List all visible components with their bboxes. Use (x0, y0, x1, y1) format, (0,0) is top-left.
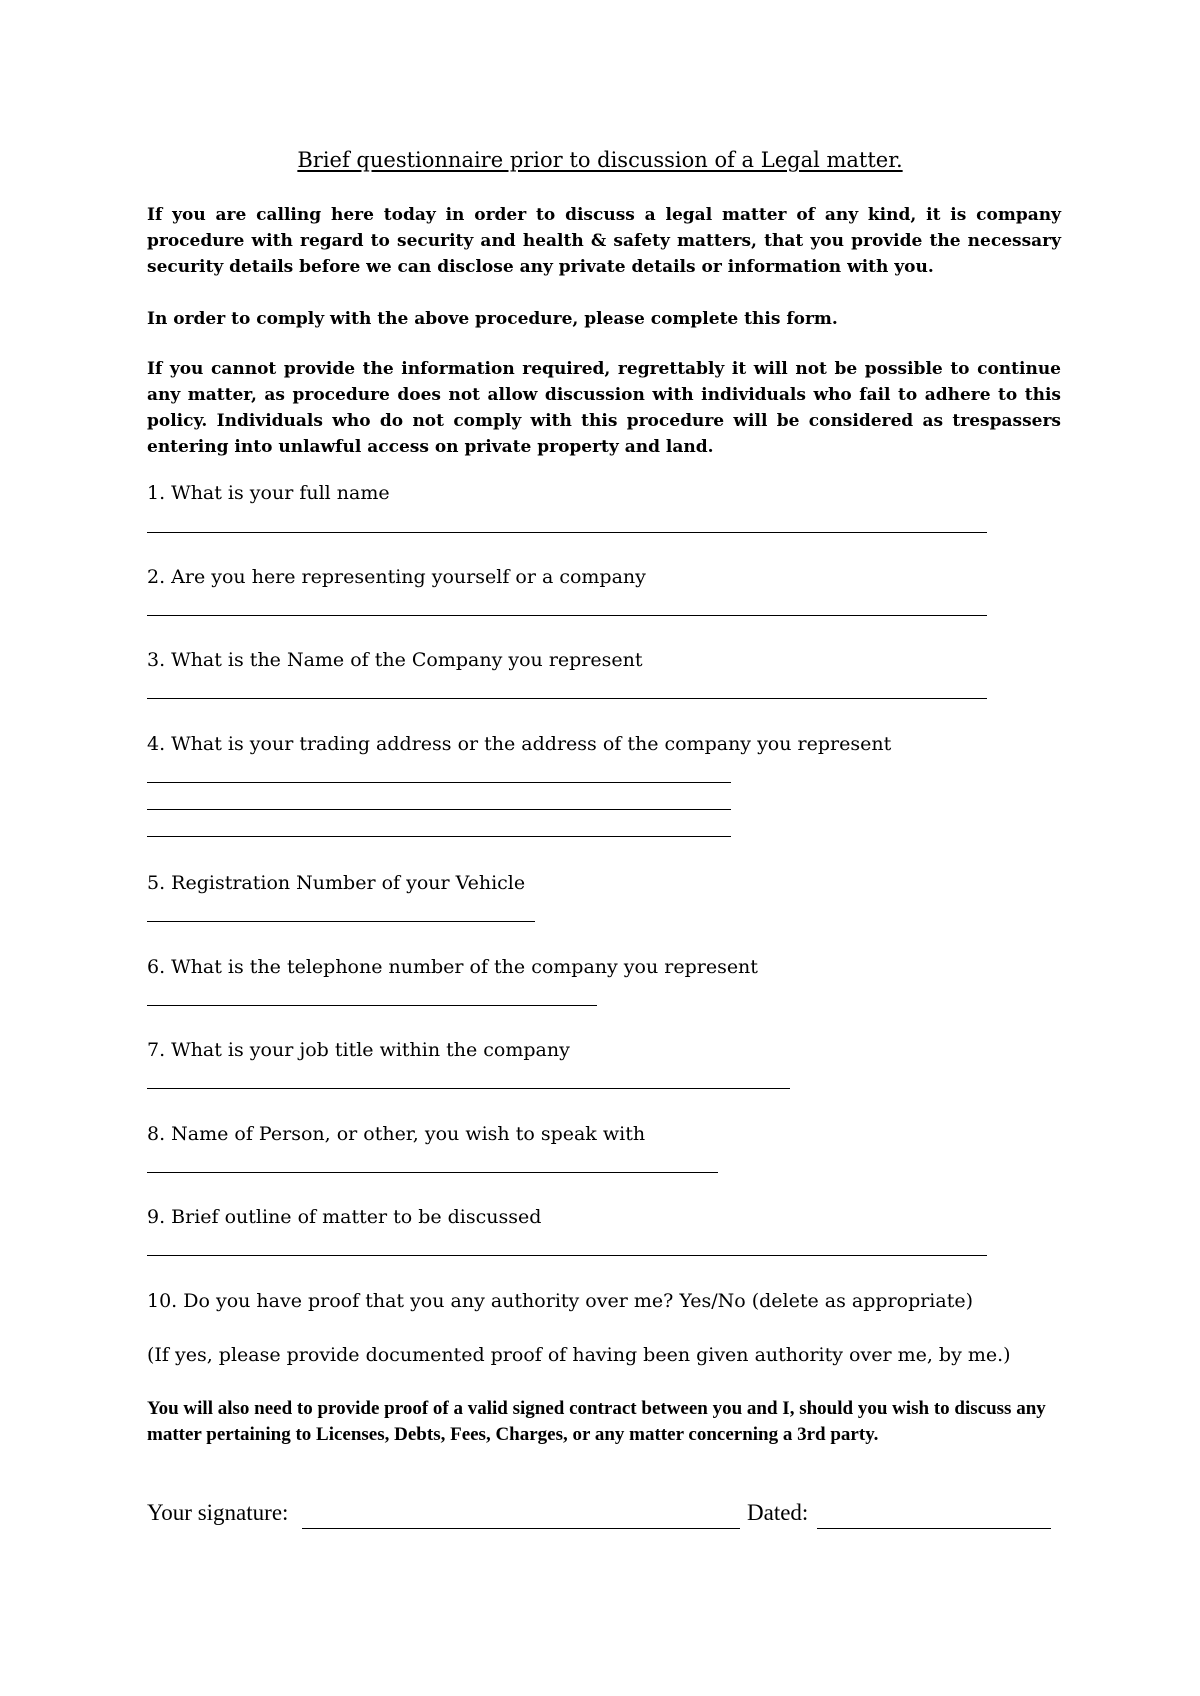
question-2-answer-line[interactable] (147, 615, 987, 616)
question-3-answer-line[interactable] (147, 698, 987, 699)
question-4-answer-line-3[interactable] (147, 836, 731, 837)
date-line[interactable] (817, 1528, 1051, 1529)
question-7-label: 7. What is your job title within the company (147, 1039, 570, 1061)
question-1-label: 1. What is your full name (147, 482, 390, 504)
question-7-answer-line[interactable] (147, 1088, 790, 1089)
dated-label: Dated: (747, 1500, 809, 1525)
page-title: Brief questionnaire prior to discussion of a Legal matter. (297, 148, 903, 172)
question-9-answer-line[interactable] (147, 1255, 987, 1256)
question-8-label: 8. Name of Person, or other, you wish to speak with (147, 1123, 646, 1145)
question-4-label: 4. What is your trading address or the address of the company you represent (147, 733, 892, 755)
question-8-answer-line[interactable] (147, 1172, 718, 1173)
intro-paragraph-1: If you are calling here today in order to discuss a legal matter of any kind, it is company procedure with regard to security and health & safety matters, that you provide the necessary security details before we can disclose any private details or information with you. (147, 205, 1061, 277)
question-9-label: 9. Brief outline of matter to be discussed (147, 1206, 542, 1228)
intro-paragraph-2: In order to comply with the above procedure, please complete this form. (147, 309, 838, 329)
question-5-answer-line[interactable] (147, 921, 535, 922)
question-10-label: 10. Do you have proof that you any authority over me? Yes/No (delete as appropriate) (147, 1290, 974, 1312)
question-1-answer-line[interactable] (147, 532, 987, 533)
question-5-label: 5. Registration Number of your Vehicle (147, 872, 526, 894)
question-6-answer-line[interactable] (147, 1005, 597, 1006)
intro-paragraph-3: If you cannot provide the information required, regrettably it will not be possible to continue any matter, as procedure does not allow discussion with individuals who fail to adhere to this policy. Individuals who do not comply with this procedure will be considered as trespassers entering into unlawful access on private property and land. (147, 359, 1061, 457)
question-3-label: 3. What is the Name of the Company you represent (147, 649, 643, 671)
question-4-answer-line-2[interactable] (147, 809, 731, 810)
signature-label: Your signature: (147, 1500, 289, 1525)
question-2-label: 2. Are you here representing yourself or a company (147, 566, 646, 588)
question-4-answer-line-1[interactable] (147, 782, 731, 783)
proof-note: (If yes, please provide documented proof of having been given authority over me, by me.) (147, 1344, 1011, 1366)
contract-notice: You will also need to provide proof of a valid signed contract between you and I, should you wish to discuss any matter pertaining to Licenses, Debts, Fees, Charges, or any matter concerning a 3rd party. (147, 1398, 1046, 1445)
signature-line[interactable] (302, 1528, 740, 1529)
question-6-label: 6. What is the telephone number of the company you represent (147, 956, 758, 978)
